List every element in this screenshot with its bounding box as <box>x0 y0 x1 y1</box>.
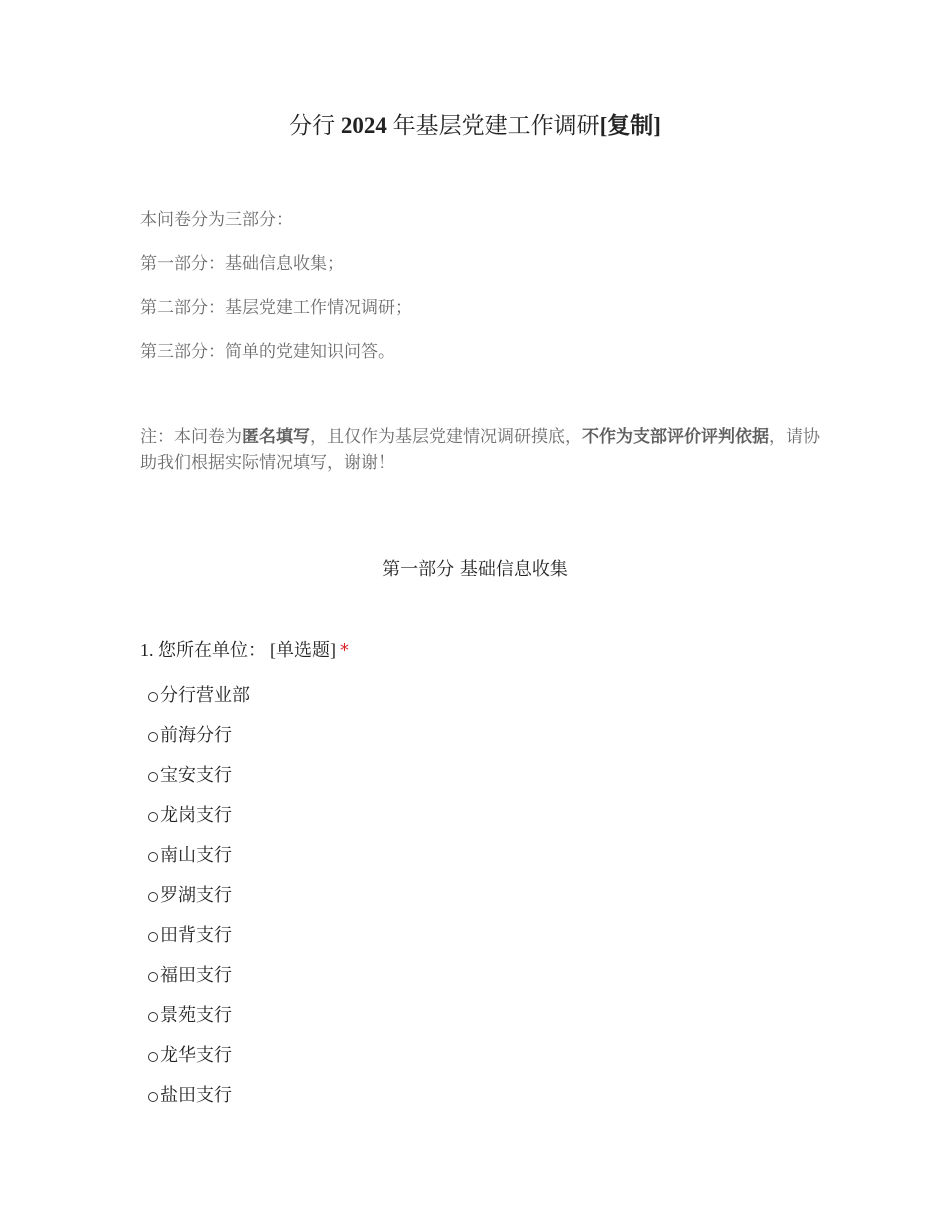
intro-line: 第二部分：基层党建工作情况调研； <box>140 298 412 318</box>
intro-line: 第三部分：简单的党建知识问答。 <box>140 342 395 362</box>
option-item[interactable] <box>148 722 250 762</box>
option-label[interactable]: 盐田支行 <box>160 1085 232 1106</box>
option-label[interactable]: 分行营业部 <box>160 685 250 706</box>
option-label[interactable]: 景苑支行 <box>160 1005 232 1026</box>
note-emphasis-anonymous: 匿名填写 <box>242 427 310 447</box>
option-label[interactable]: 龙岗支行 <box>160 805 232 826</box>
question-1 <box>140 636 349 665</box>
note-text: ，请协助我们根据实际情况填写，谢谢！ <box>140 427 820 473</box>
question-1-options <box>148 682 250 1122</box>
radio-icon[interactable] <box>148 972 158 982</box>
option-item[interactable] <box>148 682 250 722</box>
option-label[interactable]: 罗湖支行 <box>160 885 232 906</box>
option-item[interactable] <box>148 762 250 802</box>
question-text: 您所在单位： <box>158 640 266 661</box>
option-item[interactable] <box>148 962 250 1002</box>
section-title: 第一部分 基础信息收集 <box>382 559 568 580</box>
title-tag: [复制] <box>599 113 661 138</box>
option-label[interactable]: 福田支行 <box>160 965 232 986</box>
radio-icon[interactable] <box>148 732 158 742</box>
radio-icon[interactable] <box>148 892 158 902</box>
option-label[interactable]: 龙华支行 <box>160 1045 232 1066</box>
radio-icon[interactable] <box>148 1012 158 1022</box>
option-item[interactable] <box>148 922 250 962</box>
option-item[interactable] <box>148 842 250 882</box>
radio-icon[interactable] <box>148 692 158 702</box>
note-text: ，且仅作为基层党建情况调研摸底， <box>310 427 582 447</box>
radio-icon[interactable] <box>148 932 158 942</box>
option-item[interactable] <box>148 1002 250 1042</box>
option-item[interactable] <box>148 882 250 922</box>
title-prefix: 分行 <box>289 113 341 138</box>
option-label[interactable]: 田背支行 <box>160 925 232 946</box>
radio-icon[interactable] <box>148 812 158 822</box>
radio-icon[interactable] <box>148 772 158 782</box>
radio-icon[interactable] <box>148 1052 158 1062</box>
note-text: 注：本问卷为 <box>140 427 242 447</box>
page-title <box>0 110 950 142</box>
title-year: 2024 <box>340 113 387 138</box>
intro-block <box>140 206 820 382</box>
intro-line: 本问卷分为三部分： <box>140 210 293 230</box>
option-label[interactable]: 宝安支行 <box>160 765 232 786</box>
option-label[interactable]: 前海分行 <box>160 725 232 746</box>
radio-icon[interactable] <box>148 1092 158 1102</box>
radio-icon[interactable] <box>148 852 158 862</box>
option-item[interactable] <box>148 1082 250 1122</box>
title-suffix: 年基层党建工作调研 <box>386 113 600 138</box>
option-item[interactable] <box>148 1042 250 1082</box>
anonymity-note <box>140 424 820 476</box>
option-label[interactable]: 南山支行 <box>160 845 232 866</box>
note-emphasis-not-evaluation: 不作为支部评价评判依据 <box>582 427 769 447</box>
option-item[interactable] <box>148 802 250 842</box>
question-type: [单选题] <box>270 640 336 660</box>
intro-line: 第一部分：基础信息收集； <box>140 254 344 274</box>
question-number: 1. <box>140 640 158 660</box>
required-mark: * <box>340 640 349 661</box>
